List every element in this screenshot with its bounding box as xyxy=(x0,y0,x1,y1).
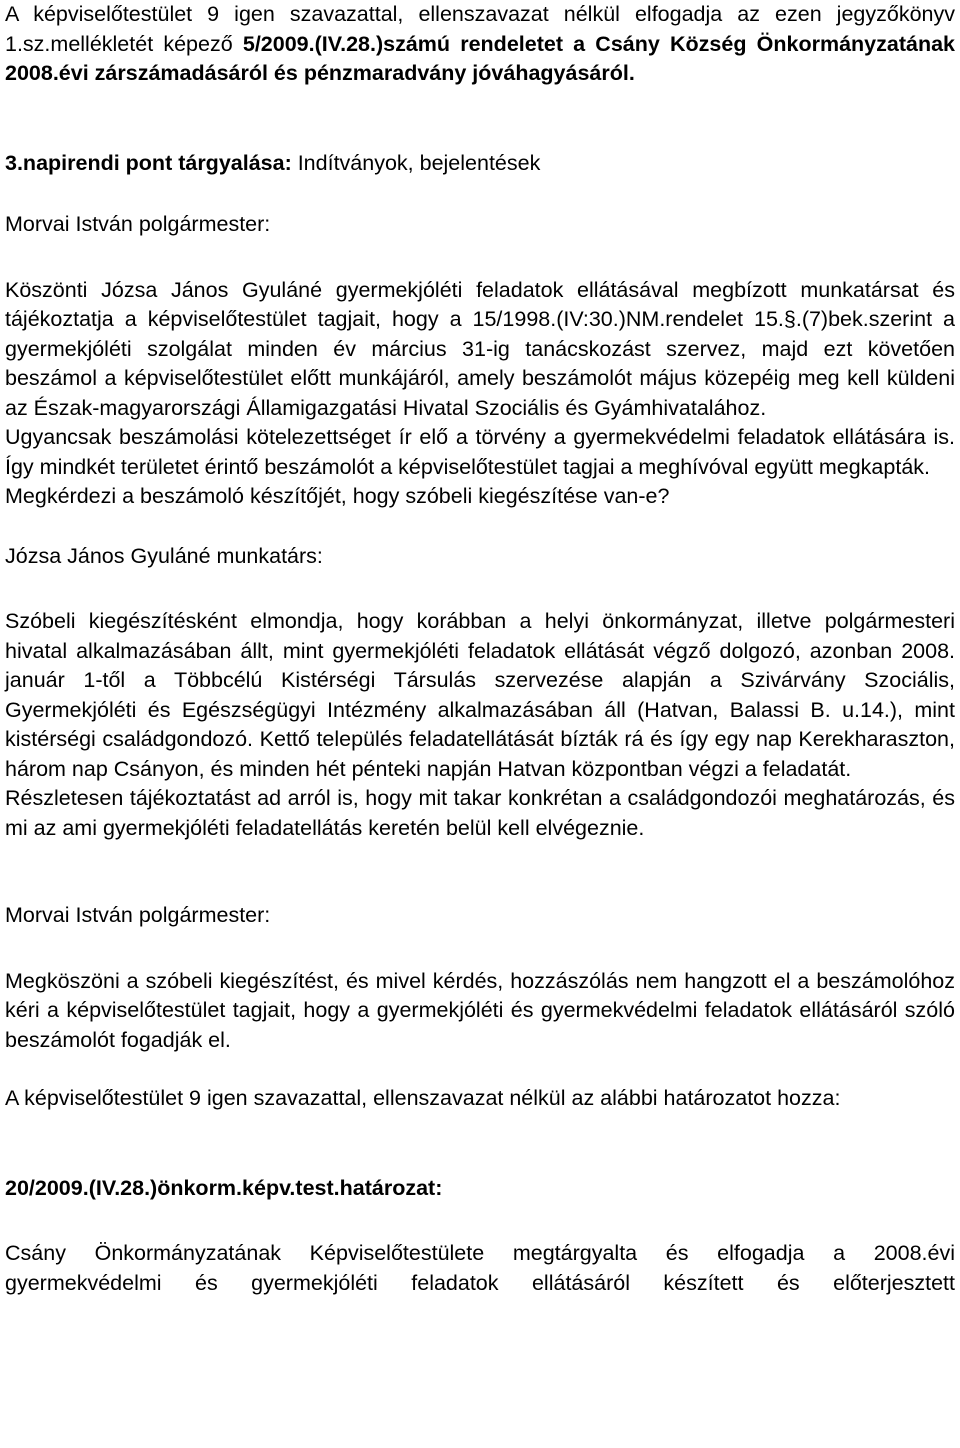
paragraph-question: Megkérdezi a beszámoló készítőjét, hogy szóbeli kiegészítése van-e? xyxy=(5,484,670,508)
resolution-title: 20/2009.(IV.28.)önkorm.képv.test.határozat: xyxy=(5,1175,443,1200)
agenda-heading xyxy=(5,149,955,179)
intro-ordinance: 5/2009.(IV.28.)számú rendeletet a Csány Község Önkormányzatának 2008.évi zárszámadásáról és pénzmaradvány jóváhagyásáról. xyxy=(5,31,955,85)
speaker-staff: Józsa János Gyuláné munkatárs: xyxy=(5,543,323,568)
intro-paragraph xyxy=(5,0,955,89)
paragraph-details: Részletesen tájékoztatást ad arról is, hogy mit takar konkrétan a családgondozói meghatározás, és mi az ami gyermekjóléti feladatellátás keretén belül kell elvégeznie. xyxy=(5,786,955,840)
paragraph-vote: A képviselőtestület 9 igen szavazattal, ellenszavazat nélkül az alábbi határozatot hozza: xyxy=(5,1086,841,1110)
intro-text: A képviselőtestület 9 igen szavazattal, ellenszavazat nélkül elfogadja az ezen jegyzőkönyv 1.sz.mellékletét képező xyxy=(5,2,955,56)
speaker-mayor-2: Morvai István polgármester: xyxy=(5,903,271,927)
paragraph-supplement: Szóbeli kiegészítésként elmondja, hogy korábban a helyi önkormányzat, illetve polgármesteri hivatal alkalmazásában állt, mint gyermekjóléti feladatok ellátását végző dolgozó, azonban 2008. január 1-től a Többcélú Kistérségi Társulás szervezése alapján a Szivárvány Szociális, Gyermekjóléti és Egészségügyi Intézmény alkalmazásában áll (Hatvan, Balassi B. u.14.), mint kistérségi családgondozó. Kettő település feladatellátását bízták rá és így egy nap Kerekharaszton, három nap Csányon, és minden hét pénteki napján Hatvan központban végzi a feladatát. xyxy=(5,609,955,781)
agenda-number: 3.napirendi pont tárgyalása: xyxy=(5,150,292,175)
paragraph-thanks: Megköszöni a szóbeli kiegészítést, és mivel kérdés, hozzászólás nem hangzott el a beszámolóhoz kéri a képviselőtestület tagjait, hogy a gyermekjóléti és gyermekvédelmi feladatok ellátásáról szóló beszámolót fogadják el. xyxy=(5,968,955,1052)
speaker-mayor-1: Morvai István polgármester: xyxy=(5,212,271,236)
resolution-text: Csány Önkormányzatának Képviselőtestülete megtárgyalta és elfogadja a 2008.évi gyermekvédelmi és gyermekjóléti feladatok ellátásáról készített és előterjesztett xyxy=(5,1241,955,1295)
paragraph-obligation: Ugyancsak beszámolási kötelezettséget ír elő a törvény a gyermekvédelmi feladatok ellátására is. Így mindkét területet érintő beszámolót a képviselőtestület tagjai a meghívóval együtt megkapták. xyxy=(5,425,955,479)
paragraph-greeting: Köszönti Józsa János Gyuláné gyermekjóléti feladatok ellátásával megbízott munkatársat és tájékoztatja a képviselőtestület tagjait, hogy a 15/1998.(IV:30.)NM.rendelet 15.§.(7)bek.szerint a gyermekjóléti szolgálat minden év március 31-ig tanácskozást szervez, majd ezt követően beszámol a képviselőtestület előtt munkájáról, amely beszámolót május közepéig meg kell küldeni az Észak-magyarországi Államigazgatási Hivatal Szociális és Gyámhivatalához. xyxy=(5,277,955,420)
agenda-topic: Indítványok, bejelentések xyxy=(291,150,541,175)
document-page xyxy=(5,0,955,1298)
